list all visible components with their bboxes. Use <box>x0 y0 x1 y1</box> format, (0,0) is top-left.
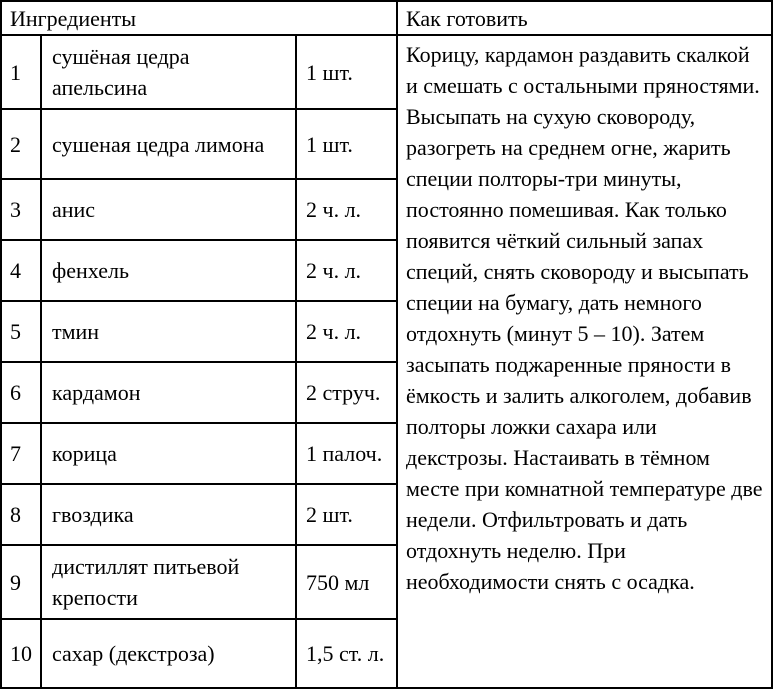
ingredients-pane <box>2 2 398 687</box>
ingredient-row <box>2 546 396 620</box>
ingredient-row <box>2 363 396 424</box>
ingredient-row <box>2 485 396 546</box>
ingredient-quantity: 2 ч. л. <box>306 258 362 283</box>
ingredient-row <box>2 302 396 363</box>
ingredient-number: 5 <box>2 302 42 361</box>
ingredient-quantity: 2 шт. <box>306 502 353 527</box>
ingredient-quantity: 2 струч. <box>306 380 381 405</box>
ingredient-row <box>2 180 396 241</box>
ingredient-name: сушеная цедра лимона <box>42 110 297 178</box>
ingredient-quantity: 1 палоч. <box>306 441 383 466</box>
ingredient-name: сушёная цедра апельсина <box>42 36 297 108</box>
ingredient-quantity: 2 ч. л. <box>306 197 362 222</box>
ingredient-row <box>2 620 396 687</box>
ingredient-quantity: 2 ч. л. <box>306 319 362 344</box>
ingredient-number: 7 <box>2 424 42 483</box>
ingredient-name: анис <box>42 180 297 239</box>
instructions-text: Корицу, кардамон раздавить скалкой и смешать с остальными пряностями. Высыпать на сухую сковороду, разогреть на среднем огне, жарить специи полторы-три минуты, постоянно помешивая. Как только появится чёткий сильный запах специй, снять сковороду и высыпать специи на бумагу, дать немного отдохнуть (минут 5 – 10). Затем засыпать поджаренные пряности в ёмкость и залить алкоголем, добавив полторы ложки сахара или декстрозы. Настаивать в тёмном месте при комнатной температуре две недели. Отфильтровать и дать отдохнуть неделю. При необходимости снять с осадка. <box>406 42 763 594</box>
ingredient-row <box>2 36 396 110</box>
ingredient-number: 10 <box>2 620 42 687</box>
ingredient-name: кардамон <box>42 363 297 422</box>
ingredient-number: 3 <box>2 180 42 239</box>
ingredient-row <box>2 241 396 302</box>
ingredient-name: сахар (декстроза) <box>42 620 297 687</box>
ingredients-rows <box>2 36 396 687</box>
ingredient-number: 9 <box>2 546 42 618</box>
ingredient-name: дистиллят питьевой крепости <box>42 546 297 618</box>
ingredient-number: 8 <box>2 485 42 544</box>
ingredient-number: 2 <box>2 110 42 178</box>
ingredient-number: 1 <box>2 36 42 108</box>
instructions-pane <box>398 2 771 687</box>
ingredient-quantity: 1,5 ст. л. <box>306 641 385 666</box>
ingredient-number: 4 <box>2 241 42 300</box>
ingredient-quantity: 1 шт. <box>306 59 353 85</box>
ingredient-name: гвоздика <box>42 485 297 544</box>
ingredient-row <box>2 110 396 180</box>
ingredient-quantity: 1 шт. <box>306 131 353 157</box>
ingredients-header: Ингредиенты <box>2 2 396 36</box>
ingredient-name: тмин <box>42 302 297 361</box>
ingredient-name: корица <box>42 424 297 483</box>
ingredient-row <box>2 424 396 485</box>
ingredient-number: 6 <box>2 363 42 422</box>
ingredient-quantity: 750 мл <box>306 569 370 595</box>
ingredient-name: фенхель <box>42 241 297 300</box>
instructions-header: Как готовить <box>398 2 771 36</box>
